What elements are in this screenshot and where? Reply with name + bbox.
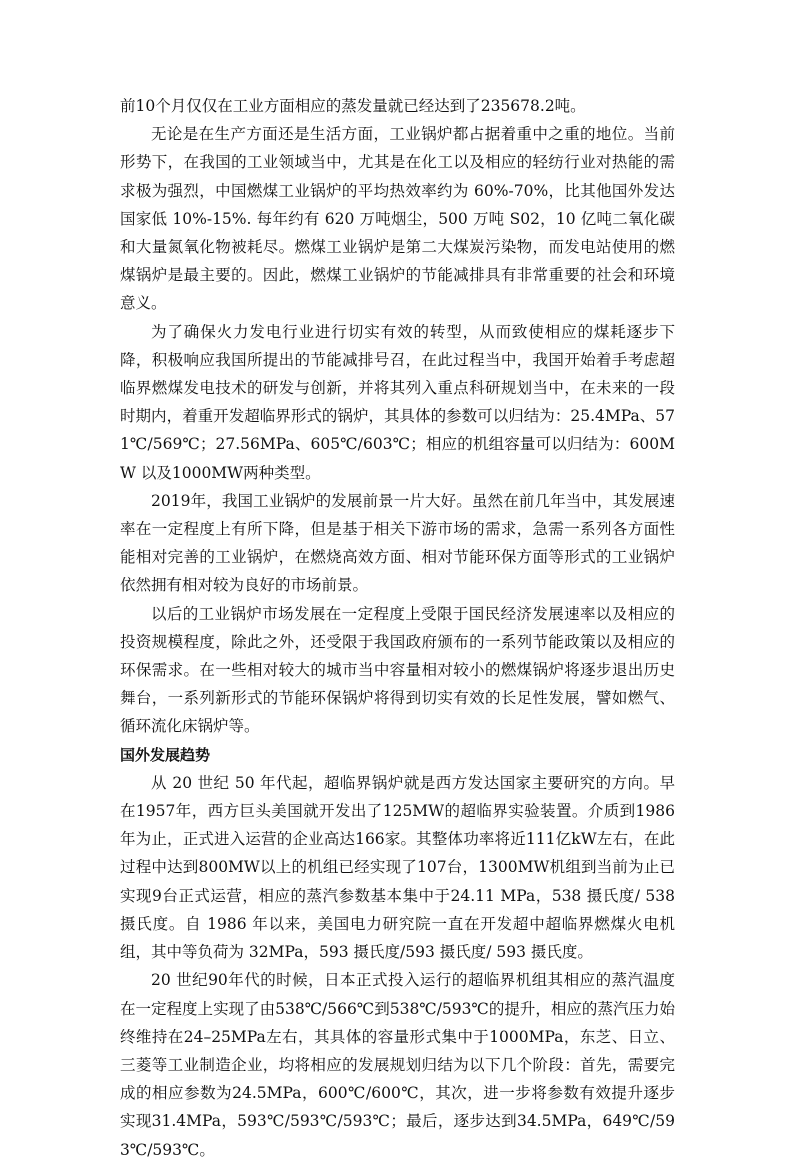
paragraph-japan-history: 20 世纪90年代的时候，日本正式投入运行的超临界机组其相应的蒸汽温度在一定程度上实现了由538℃/566℃到538℃/593℃的提升，相应的蒸汽压力始终维持在24–25MPa左右，其具体的容量形式集中于1000MPa，东芝、日立、三菱等工业制造企业，均将相应的发展规划归结为以下几个阶段：首先，需要完成的相应参数为24.5MPa，600℃/600℃，其次，进一步将参数有效提升逐步实现31.4MPa，593℃/593℃/593℃；最后，逐步达到34.5MPa，649℃/593℃/593℃。 [120,971,675,1159]
document-page [120,92,675,1164]
paragraph-continuation: 前10个月仅仅在工业方面相应的蒸发量就已经达到了235678.2吨。 [120,97,586,115]
paragraph-us-history: 从 20 世纪 50 年代起，超临界锅炉就是西方发达国家主要研究的方向。早在1957年，西方巨头美国就开发出了125MW的超临界实验装置。介质到1986年为止，正式进入运营的企业高达166家。其整体功率将近111亿kW左右，在此过程中达到800MW以上的机组已经实现了107台，1300MW机组到当前为止已实现9台正式运营，相应的蒸汽参数基本集中于24.11 MPa，538 摄氏度/ 538 摄氏度。自 1986 年以来，美国电力研究院一直在开发超中超临界燃煤火电机组，其中等负荷为 32MPa，593 摄氏度/593 摄氏度/ 593 摄氏度。 [120,773,675,962]
paragraph-market-future: 以后的工业锅炉市场发展在一定程度上受限于国民经济发展速率以及相应的投资规模程度，除此之外，还受限于我国政府颁布的一系列节能政策以及相应的环保需求。在一些相对较大的城市当中容量相对较小的燃煤锅炉将逐步退出历史舞台，一系列新形式的节能环保锅炉将得到切实有效的长足性发展，譬如燃气、循环流化床锅炉等。 [120,604,675,736]
paragraph-2019-outlook: 2019年，我国工业锅炉的发展前景一片大好。虽然在前几年当中，其发展速率在一定程度上有所下降，但是基于相关下游市场的需求，急需一系列各方面性能相对完善的工业锅炉，在燃烧高效方面、相对节能环保方面等形式的工业锅炉依然拥有相对较为良好的市场前景。 [120,491,675,595]
section-heading: 国外发展趋势 [120,745,211,764]
paragraph-boiler-importance: 无论是在生产方面还是生活方面，工业锅炉都占据着重中之重的地位。当前形势下，在我国的工业领域当中，尤其是在化工以及相应的轻纺行业对热能的需求极为强烈，中国燃煤工业锅炉的平均热效率约为 60%-70%，比其他国外发达国家低 10%-15%. 每年约有 620 万吨烟尘，500 万吨 S02，10 亿吨二氧化碳和大量氮氧化物被耗尽。燃煤工业锅炉是第二大煤炭污染物，而发电站使用的燃煤锅炉是最主要的。因此，燃煤工业锅炉的节能减排具有非常重要的社会和环境意义。 [120,125,675,313]
paragraph-supercritical-development: 为了确保火力发电行业进行切实有效的转型，从而致使相应的煤耗逐步下降，积极响应我国所提出的节能减排号召，在此过程当中，我国开始着手考虑超临界燃煤发电技术的研发与创新，并将其列入重点科研规划当中，在未来的一段时期内，着重开发超临界形式的锅炉，其具体的参数可以归结为：25.4MPa、571℃/569℃；27.56MPa、605℃/603℃；相应的机组容量可以归结为：600MW 以及1000MW两种类型。 [120,322,675,482]
